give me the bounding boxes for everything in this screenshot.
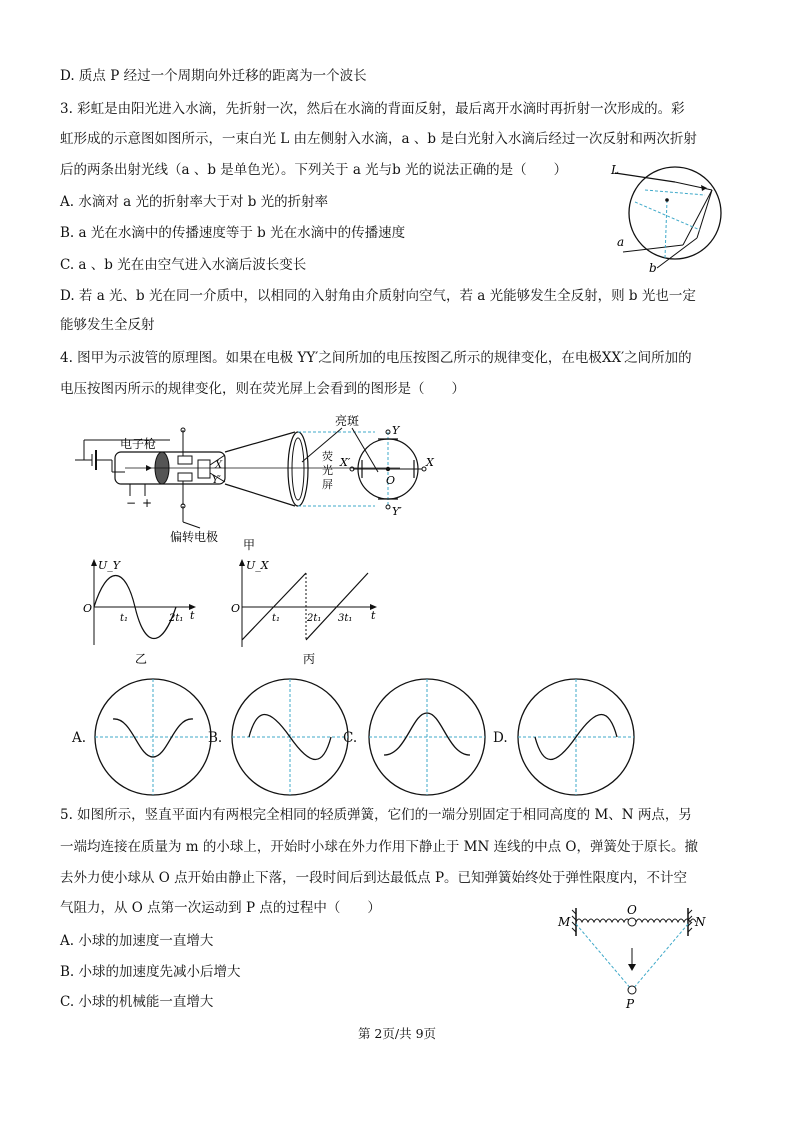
q5-stem-line2: 一端均连接在质量为 m 的小球上，开始时小球在外力作用下静止于 MN 连线的中点 O，弹簧处于原长。撤 xyxy=(60,839,698,855)
q4-option-d-figure xyxy=(513,677,639,799)
bing-t3: 3t₁ xyxy=(338,613,353,624)
label-Yp: Y′ xyxy=(392,505,402,518)
yi-t: t xyxy=(190,609,195,622)
q4-stem-line1: 4. 图甲为示波管的原理图。如果在电极 YY′之间所加的电压按图乙所示的规律变化，在电极XX′之间所加的 xyxy=(60,350,692,366)
q5-stem-line1: 5. 如图所示，竖直平面内有两根完全相同的轻质弹簧，它们的一端分别固定于相同高度的 M、N 两点，另 xyxy=(60,807,692,823)
q3-option-c: C. a 、b 光在由空气进入水滴后波长变长 xyxy=(60,257,307,273)
label-O: O xyxy=(386,474,396,487)
label-screen-2: 光 xyxy=(322,464,333,477)
q5-stem-line4: 气阻力，从 O 点第一次运动到 P 点的过程中（ ） xyxy=(60,900,381,916)
q4-option-a-figure xyxy=(90,677,216,799)
graph-bing xyxy=(228,555,383,670)
q3-stem-line1: 3. 彩虹是由阳光进入水滴，先折射一次，然后在水滴的背面反射，最后离开水滴时再折射一次形成的。彩 xyxy=(60,101,685,117)
q3-stem-line2: 虹形成的示意图如图所示，一束白光 L 由左侧射入水滴，a 、b 是白光射入水滴后经过一次反射和两次折射 xyxy=(60,131,697,147)
q5-stem-line3: 去外力使小球从 O 点开始由静止下落，一段时间后到达最低点 P。已知弹簧始终处于弹性限度内，不计空 xyxy=(60,870,688,886)
caption-bing: 丙 xyxy=(303,652,316,666)
q5-option-b: B. 小球的加速度先减小后增大 xyxy=(60,964,241,980)
q4-stem-line2: 电压按图丙所示的规律变化，则在荧光屏上会看到的图形是（ ） xyxy=(60,381,465,397)
q5-option-a: A. 小球的加速度一直增大 xyxy=(60,933,214,949)
label-X: X xyxy=(426,456,434,469)
spring-label-N: N xyxy=(695,915,706,929)
q4-option-c-label: C. xyxy=(343,730,358,746)
spring-label-P: P xyxy=(626,997,635,1011)
yi-origin: O xyxy=(83,602,93,615)
bing-t2: 2t₁ xyxy=(307,613,322,624)
yi-t2: 2t₁ xyxy=(169,613,184,624)
label-screen-1: 荧 xyxy=(322,450,333,463)
bing-ylabel: U_X xyxy=(246,559,269,572)
label-X-electrode: X xyxy=(215,460,223,471)
q3-option-d-line1: D. 若 a 光、b 光在同一介质中，以相同的入射角由介质射向空气，若 a 光能够发生全反射，则 b 光也一定 xyxy=(60,288,696,304)
q5-option-c: C. 小球的机械能一直增大 xyxy=(60,994,214,1010)
q4-option-a-label: A. xyxy=(72,730,87,746)
q3-option-d-line2: 能够发生全反射 xyxy=(60,317,155,333)
q4-option-b-label: B. xyxy=(208,730,223,746)
q2-option-d: D. 质点 P 经过一个周期向外迁移的距离为一个波长 xyxy=(60,68,367,84)
label-Y: Y xyxy=(392,424,400,437)
bing-origin: O xyxy=(231,602,241,615)
bing-t1: t₁ xyxy=(272,613,281,624)
oscilloscope-tube-figure xyxy=(70,410,445,560)
rainbow-droplet-figure xyxy=(605,160,730,275)
q4-option-b-figure xyxy=(227,677,353,799)
label-b: b xyxy=(649,261,657,275)
yi-t1: t₁ xyxy=(120,613,129,624)
label-electrode: 偏转电极 xyxy=(170,530,219,544)
label-plus: + xyxy=(142,496,153,510)
label-L: L xyxy=(611,163,619,177)
label-Xp: X′ xyxy=(340,456,351,469)
label-Yp-electrode: Y′ xyxy=(212,475,221,486)
yi-ylabel: U_Y xyxy=(98,559,121,572)
label-spot: 亮斑 xyxy=(335,414,360,428)
spring-label-M: M xyxy=(558,915,571,929)
page-footer: 第 2页/共 9页 xyxy=(357,1026,437,1041)
label-minus: − xyxy=(126,496,137,510)
bing-t: t xyxy=(371,609,376,622)
q4-option-d-label: D. xyxy=(493,730,508,746)
label-a: a xyxy=(617,235,625,249)
q4-option-c-figure xyxy=(364,677,490,799)
q3-stem-line3: 后的两条出射光线（a 、b 是单色光）。下列关于 a 光与b 光的说法正确的是（ ） xyxy=(60,162,568,178)
caption-jia: 甲 xyxy=(243,538,256,552)
graph-yi xyxy=(80,555,200,670)
q3-option-a: A. 水滴对 a 光的折射率大于对 b 光的折射率 xyxy=(60,194,329,210)
spring-label-O: O xyxy=(627,903,637,917)
caption-yi: 乙 xyxy=(135,652,148,666)
label-gun: 电子枪 xyxy=(120,437,157,451)
q3-option-b: B. a 光在水滴中的传播速度等于 b 光在水滴中的传播速度 xyxy=(60,225,406,241)
spring-figure xyxy=(552,900,712,1012)
label-screen-3: 屏 xyxy=(322,478,333,491)
